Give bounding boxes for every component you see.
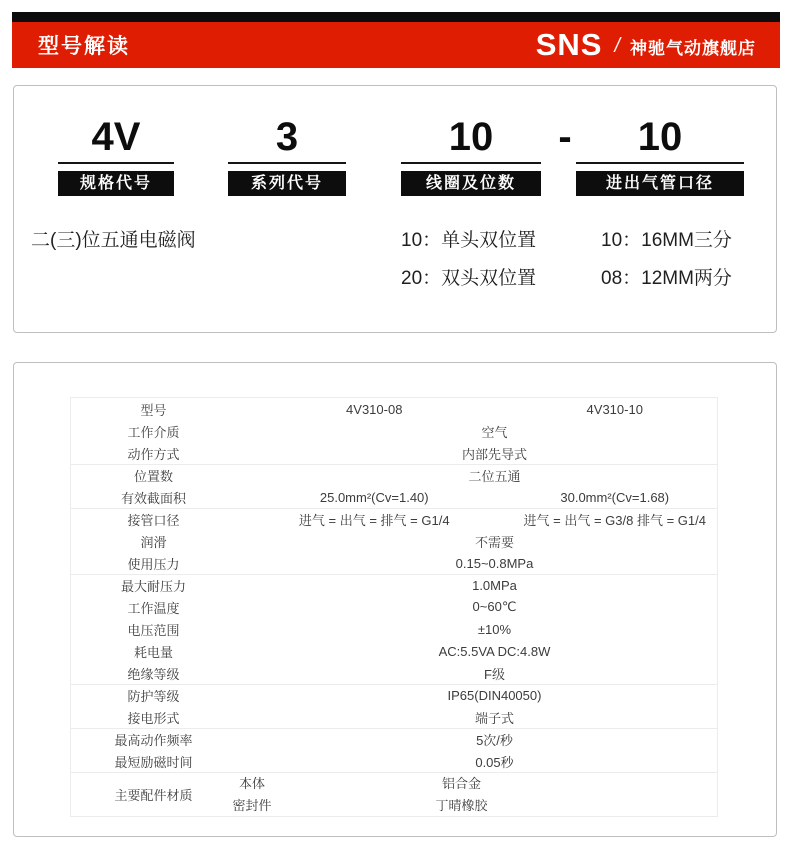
- material-value: 铝合金: [441, 775, 481, 791]
- spec-row: [71, 750, 717, 772]
- section-title: 型号解读: [38, 35, 130, 58]
- material-values: [288, 773, 717, 817]
- spec-value: 1.0MPa: [472, 578, 517, 593]
- model-segment-4: [576, 114, 744, 196]
- section-header-banner: [12, 22, 780, 68]
- model-segment-3: [401, 114, 541, 196]
- spec-label: 型号: [140, 402, 167, 418]
- material-value: 丁晴橡胶: [435, 797, 488, 813]
- spec-row: [71, 420, 717, 442]
- top-divider-bar: [12, 12, 780, 22]
- model-code: 4V: [91, 115, 141, 159]
- spec-label: 接管口径: [127, 513, 180, 528]
- brand-separator: /: [614, 34, 620, 57]
- spec-label: 最大耐压力: [120, 579, 186, 594]
- spec-table-panel: [13, 362, 777, 837]
- spec-row: [71, 464, 717, 486]
- spec-row: [71, 398, 717, 420]
- spec-row: [71, 706, 717, 728]
- spec-value: 进气 = 出气 = G3/8 排气 = G1/4: [523, 513, 706, 528]
- spec-label: 使用压力: [127, 556, 180, 572]
- brand-logo-text: SNS: [535, 27, 603, 62]
- model-underline: [401, 162, 541, 164]
- spec-label: 主要配件材质: [114, 788, 193, 803]
- spec-row: [71, 442, 717, 464]
- spec-label: 电压范围: [127, 622, 180, 638]
- spec-label: 动作方式: [127, 446, 180, 462]
- spec-value: 0.05秒: [475, 754, 514, 770]
- coil-note-line: 10：单头双位置: [401, 230, 537, 251]
- spec-label: 最短励磁时间: [114, 754, 193, 770]
- spec-label: 润滑: [140, 534, 167, 550]
- spec-value: 端子式: [474, 710, 514, 726]
- spec-value: 二位五通: [468, 469, 521, 484]
- port-note-line: 08：12MM两分: [601, 268, 732, 289]
- spec-row: [71, 662, 717, 684]
- store-name: 神驰气动旗舰店: [630, 38, 756, 58]
- model-segment-label: 进出气管口径: [576, 171, 744, 196]
- spec-row: [71, 640, 717, 662]
- spec-label: 工作温度: [127, 600, 180, 616]
- spec-label: 防护等级: [127, 689, 180, 704]
- spec-row: [71, 684, 717, 706]
- spec-value: 空气: [481, 424, 508, 440]
- port-size-note: [601, 222, 732, 298]
- coil-note-line: 20：双头双位置: [401, 268, 537, 289]
- spec-value: 25.0mm²(Cv=1.40): [319, 489, 429, 505]
- model-segment-1: [58, 114, 174, 196]
- spec-row: [71, 618, 717, 640]
- spec-value: 4V310-10: [586, 401, 643, 417]
- spec-label: 最高动作频率: [114, 733, 193, 748]
- spec-value: IP65(DIN40050): [447, 688, 542, 703]
- model-code-separator: -: [558, 115, 572, 159]
- spec-row: [71, 596, 717, 618]
- spec-value: 内部先导式: [461, 446, 527, 462]
- spec-code-note: 二(三)位五通电磁阀: [31, 230, 196, 251]
- model-underline: [228, 162, 346, 164]
- spec-table: [70, 397, 718, 817]
- spec-value: 进气 = 出气 = 排气 = G1/4: [298, 513, 450, 528]
- coil-position-note: [401, 222, 536, 298]
- model-underline: [576, 162, 744, 164]
- material-part-name: 密封件: [232, 797, 272, 813]
- spec-value: 不需要: [474, 534, 514, 550]
- spec-label: 位置数: [133, 469, 173, 484]
- model-segment-label: 系列代号: [228, 171, 346, 196]
- spec-value: 30.0mm²(Cv=1.68): [560, 489, 670, 505]
- spec-label: 绝缘等级: [127, 666, 180, 682]
- material-part-name: 本体: [238, 775, 265, 791]
- spec-label: 接电形式: [127, 710, 180, 726]
- spec-row: [71, 574, 717, 596]
- model-underline: [58, 162, 174, 164]
- spec-value: 0~60℃: [472, 599, 517, 614]
- model-code: 3: [275, 115, 299, 159]
- spec-value: 4V310-08: [346, 401, 403, 417]
- spec-row: [71, 508, 717, 530]
- spec-row: [71, 486, 717, 508]
- brand-area: [536, 27, 756, 63]
- spec-value: 0.15~0.8MPa: [455, 555, 534, 571]
- spec-label: 有效截面积: [120, 490, 186, 506]
- spec-row: [71, 728, 717, 750]
- spec-label: 耗电量: [133, 644, 173, 660]
- port-note-line: 10：16MM三分: [601, 230, 732, 251]
- model-code: 10: [448, 115, 494, 159]
- spec-value: 5次/秒: [476, 733, 513, 748]
- spec-label: 工作介质: [127, 424, 180, 440]
- model-segment-2: [228, 114, 346, 196]
- spec-row: [71, 530, 717, 552]
- material-part-names: [216, 773, 288, 817]
- model-segment-label: 规格代号: [58, 171, 174, 196]
- spec-value: F级: [484, 666, 505, 682]
- spec-row: [71, 772, 717, 816]
- spec-value: AC:5.5VA DC:4.8W: [438, 643, 551, 659]
- model-decoder-panel: [13, 85, 777, 333]
- spec-row: [71, 552, 717, 574]
- model-code: 10: [637, 115, 683, 159]
- model-segment-label: 线圈及位数: [401, 171, 541, 196]
- spec-value: ±10%: [477, 621, 512, 637]
